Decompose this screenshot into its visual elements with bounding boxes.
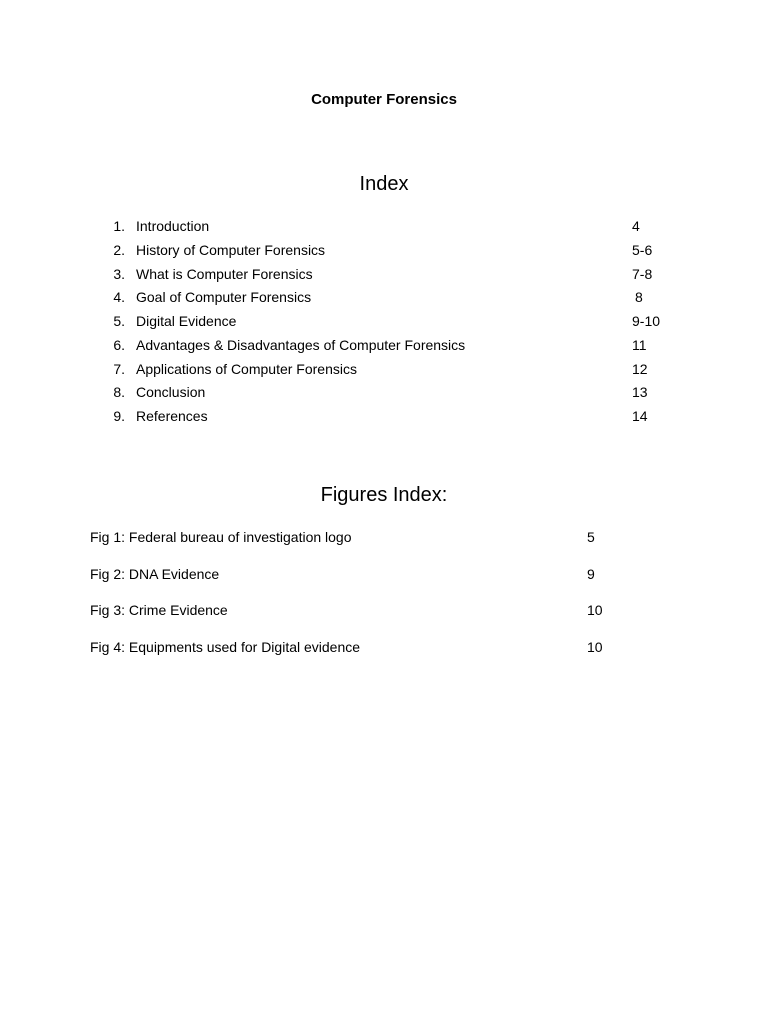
table-of-contents (0, 215, 768, 429)
toc-item-number: 6. (113, 336, 125, 353)
document-title: Computer Forensics (311, 91, 457, 108)
figure-entry-page: 10 (587, 638, 603, 655)
toc-item-number: 1. (113, 218, 125, 234)
toc-item (0, 334, 768, 358)
toc-item-label: History of Computer Forensics (136, 241, 326, 258)
toc-item-number: 4. (113, 289, 125, 306)
toc-item (0, 286, 768, 310)
toc-item-page: 13 (632, 384, 648, 401)
toc-item (0, 239, 768, 263)
toc-item-page: 4 (632, 218, 640, 234)
toc-item-page: 7-8 (632, 265, 653, 282)
toc-item-number: 8. (113, 384, 125, 401)
toc-item-label: Applications of Computer Forensics (136, 360, 357, 377)
figure-entry-page: 10 (587, 602, 603, 618)
toc-item-label: Conclusion (136, 384, 206, 401)
toc-item-label: What is Computer Forensics (136, 265, 313, 282)
figure-entry-label: Fig 2: DNA Evidence (90, 565, 220, 582)
index-heading: Index (359, 173, 409, 195)
figures-index-heading: Figures Index: (320, 484, 448, 506)
toc-item-number: 7. (113, 360, 125, 377)
toc-item-label: Digital Evidence (136, 313, 237, 329)
toc-item-page: 8 (635, 289, 643, 306)
toc-item-label: References (136, 408, 208, 424)
toc-item-page: 12 (632, 360, 648, 377)
toc-item (0, 263, 768, 287)
figure-entry-label: Fig 1: Federal bureau of investigation logo (90, 529, 352, 545)
figure-entry-label: Fig 3: Crime Evidence (90, 602, 228, 618)
toc-item-page: 9-10 (632, 313, 661, 329)
figure-entry-page: 5 (587, 529, 595, 545)
figures-index-list (0, 526, 768, 672)
toc-item (0, 358, 768, 382)
figure-entry-page: 9 (587, 565, 595, 582)
figure-entry (0, 563, 768, 600)
toc-item (0, 405, 768, 429)
toc-item (0, 310, 768, 334)
toc-item (0, 381, 768, 405)
toc-item-number: 2. (113, 241, 125, 258)
figure-entry (0, 526, 768, 563)
toc-item (0, 215, 768, 239)
figure-entry (0, 636, 768, 673)
figure-entry (0, 599, 768, 636)
toc-item-page: 14 (632, 408, 648, 424)
toc-item-number: 9. (113, 408, 125, 424)
toc-item-label: Advantages & Disadvantages of Computer Forensics (136, 336, 466, 353)
toc-item-number: 3. (113, 265, 125, 282)
toc-item-page: 5-6 (632, 241, 653, 258)
figure-entry-label: Fig 4: Equipments used for Digital evidence (90, 638, 361, 655)
toc-item-page: 11 (632, 336, 647, 353)
toc-item-label: Goal of Computer Forensics (136, 289, 312, 306)
toc-item-label: Introduction (136, 218, 210, 234)
toc-item-number: 5. (113, 313, 125, 329)
